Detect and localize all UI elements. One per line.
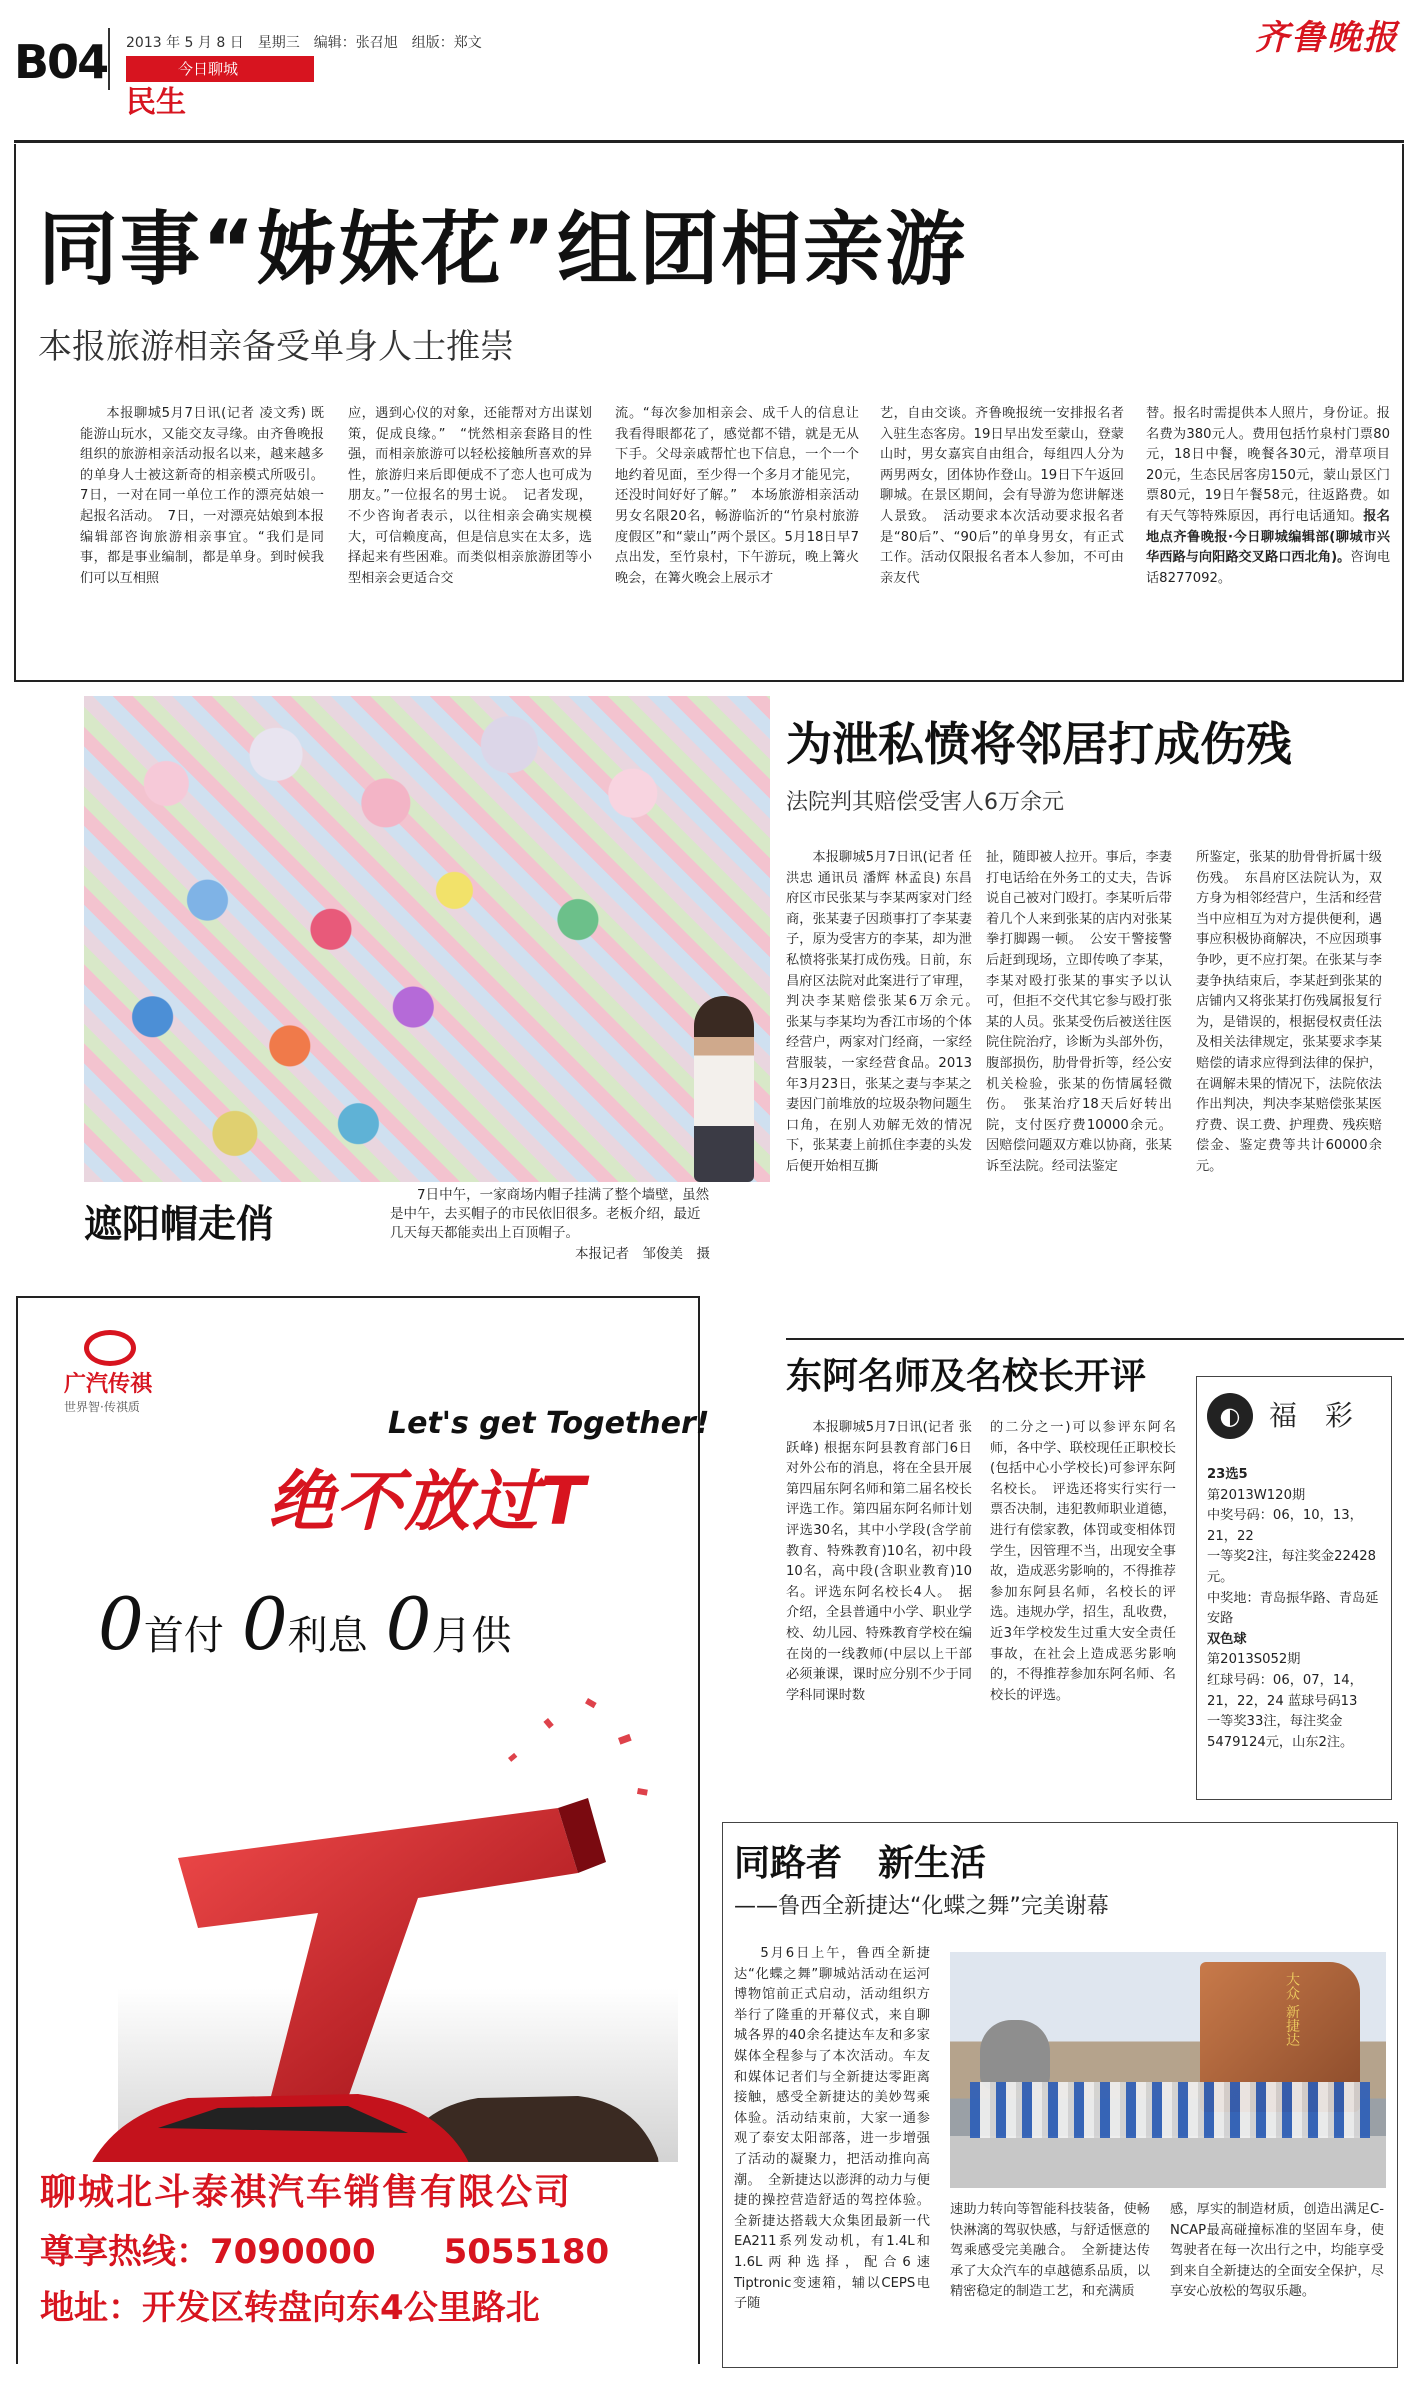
section-name: 民生 — [126, 85, 186, 120]
ad-dealer: 聊城北斗泰祺汽车销售有限公司 — [40, 2172, 573, 2213]
photo-crowd — [970, 2082, 1370, 2138]
story1-col4-text: 艺，自由交谈。齐鲁晚报统一安排报名者入驻生态客房。19日早出发至蒙山，登蒙山时，男女嘉宾自由组合，每组四人分为两男两女，团体协作登山。19日下午返回聊城。在景区期间，会有导游为您讲解迷人景致。 活动要求本次活动要求报名者是“80后”、“90后”的单身男女，有正式工作。活动仅限报名者本人参加，不可由亲友代 — [880, 406, 1124, 586]
section-tag: 今日聊城 — [126, 56, 314, 82]
masthead-rule — [14, 140, 1404, 143]
photo-credit: 本报记者 邹俊美 摄 — [575, 1246, 710, 1262]
ad-brand-cn: 广汽传祺 — [64, 1372, 153, 1397]
offer-label: 首付 — [143, 1613, 224, 1659]
story2-col3-text: 所鉴定，张某的肋骨骨折属十级伤残。 东昌府区法院认为，双方身为相邻经营户，生活和经营当中应相互为对方提供便利，遇事应积极协商解决，不应因琐事争吵，更不应打架。在张某与李妻争执结束后，李某赶到张某的店铺内又将张某打伤残属报复行为，是错误的，根据侵权责任法及相关法律规定，张某要求李某赔偿的请求应得到法律的保护，在调解未果的情况下，法院依法作出判决，判决李某赔偿张某医疗费、误工费、护理费、残疾赔偿金、鉴定费等共计60000余元。 — [1196, 850, 1382, 1174]
story1-col4 — [880, 404, 1124, 666]
ad-headline: 绝不放过T — [268, 1463, 588, 1540]
story2-col1 — [786, 848, 986, 1330]
ad-address: 地址：开发区转盘向东4公里路北 — [40, 2288, 540, 2328]
story2-headline: 为泄私愤将邻居打成伤残 — [786, 717, 1292, 771]
story1-col1-text: 本报聊城5月7日讯(记者 凌文秀) 既能游山玩水，又能交友寻缘。由齐鲁晚报组织的旅游相亲活动报名以来，越来越多的单身人士被这新奇的相亲模式所吸引。7日，一对在同一单位工作的漂亮姑娘一起报名活动。 7日，一对漂亮姑娘到本报编辑部咨询旅游相亲事宜。“我们是同事，都是事业编制，都是单身。到时候我们可以互相照 — [80, 406, 324, 586]
lottery-results — [1207, 1465, 1383, 1753]
offer-number: 0 — [385, 1582, 432, 1666]
offer-number: 0 — [98, 1582, 144, 1666]
lottery-line: 一等奖2注，每注奖金22428元。 — [1207, 1549, 1377, 1585]
story2-col2-text: 扯，随即被人拉开。事后，李妻打电话给在外务工的丈夫，告诉说自己被对门殴打。李某听后带着几个人来到张某的店内对张某拳打脚踢一顿。 公安干警接警后赶到现场，立即传唤了李某，李某对殴打张某的事实予以认可，但拒不交代其它参与殴打张某的人员。张某受伤后被送往医院住院治疗，诊断为头部外伤，腹部损伤，肋骨骨折等，经公安机关检验，张某的伤情属轻微伤。 张某治疗18天后好转出院，支付医疗费10000余元。因赔偿问题双方难以协商，张某诉至法院。经司法鉴定 — [986, 850, 1172, 1174]
lottery-line: 第2013S052期 — [1207, 1652, 1301, 1668]
photo-caption-text: 7日中午，一家商场内帽子挂满了整个墙壁，虽然是中午，去买帽子的市民依旧很多。老板介绍，最近几天每天都能卖出上百顶帽子。 — [390, 1187, 710, 1241]
story1-col3-text: 流。“每次参加相亲会、成千人的信息让我看得眼都花了，感觉都不错，就是无从下手。父母亲戚帮忙也下信息，一个一个地约着见面，至少得一个多月才能见完，还没时间好好了解。” 本场旅游相亲活动男女名限20名，畅游临沂的“竹泉村旅游度假区”和“蒙山”两个景区。5月18日早7点出发，至竹泉村，下午游玩，晚上篝火晚会，在篝火晚会上展示才 — [615, 406, 859, 586]
story4-col1 — [734, 1944, 930, 2364]
story1-col3 — [615, 404, 859, 666]
story4-col1-text: 5月6日上午，鲁西全新捷达“化蝶之舞”聊城站活动在运河博物馆前正式启动，活动组织方举行了隆重的开幕仪式，来自聊城各界的40余名捷达车友和多家媒体全程参与了本次活动。车友和媒体记者们与全新捷达零距离接触，感受全新捷达的美妙驾乘体验。活动结束前，大家一通参观了泰安太阳部落，进一步增强了活动的凝聚力，把活动推向高潮。 全新捷达以澎湃的动力与便捷的操控营造舒适的驾控体验。全新捷达搭载大众集团最新一代EA211系列发动机，有1.4L和1.6L两种选择，配合6速Tiptronic变速箱，辅以CEPS电子随 — [734, 1946, 930, 2312]
story1-col2-text: 应，遇到心仪的对象，还能帮对方出谋划策，促成良缘。” “恍然相亲套路目的性强，而相亲旅游可以轻松接触所喜欢的异性，旅游归来后即便成不了恋人也可成为朋友。”一位报名的男士说。 记者发现，不少咨询者表示，以往相亲会确实规模大，可信赖度高，但是信息实在太多，选择起来有些困难。而类似相亲旅游团等小型相亲会更适合交 — [348, 406, 592, 586]
story2-col3 — [1196, 848, 1382, 1330]
lottery-line: 第2013W120期 — [1207, 1487, 1306, 1503]
lottery-line: 23选5 — [1207, 1467, 1248, 1482]
story1-col5-tail: 咨询电话8277092。 — [1146, 550, 1391, 586]
date-line: 2013 年 5 月 8 日 星期三 编辑：张召旭 组版：郑文 — [126, 35, 482, 51]
lottery-line: 中奖号码：06，10，13，21，22 — [1207, 1508, 1363, 1544]
ad-dealer-panel — [18, 2162, 698, 2364]
story1-col5-bold: 报名地点齐鲁晚报·今日聊城编辑部(聊城市兴华西路与向阳路交叉路口西北角)。 — [1146, 508, 1390, 566]
ad-brand-slogan: 世界智·传祺质 — [64, 1400, 140, 1414]
story2-col1-text: 本报聊城5月7日讯(记者 任洪忠 通讯员 潘辉 林孟良) 东昌府区市民张某与李某两家对门经商，张某妻子因琐事打了李某妻子，原为受害方的李某，却为泄私愤将张某打成伤残。日前，东昌府区法院对此案进行了审理，判决李某赔偿张某6万余元。 张某与李某均为香江市场的个体经营户，两家对门经商，一家经营服装，一家经营食品。2013年3月23日，张某之妻与李某之妻因门前堆放的垃圾杂物问题生口角，在别人劝解无效的情况下，张某妻上前抓住李妻的头发后便开始相互撕 — [786, 850, 986, 1174]
car-ad — [16, 1296, 710, 2364]
story4-col2 — [950, 2200, 1150, 2364]
story3-col2 — [990, 1418, 1176, 1806]
lottery-line: 一等奖33注，每注奖金5479124元，山东2注。 — [1207, 1714, 1354, 1750]
masthead-divider — [108, 28, 110, 90]
story4-col2-text: 速助力转向等智能科技装备，使畅快淋漓的驾驭快感，与舒适惬意的驾乘感受完美融合。 全新捷达传承了大众汽车的卓越德系品质，以精密稳定的制造工艺，和充满质 — [950, 2202, 1150, 2300]
brand-logo-icon — [84, 1330, 136, 1366]
offer-label: 月供 — [431, 1613, 512, 1659]
story1-rule — [14, 680, 1404, 682]
lottery-logo-icon: ◐ — [1207, 1393, 1253, 1439]
ad-slogan-en: Let's get Together! — [388, 1406, 710, 1441]
story1-col1 — [80, 404, 324, 666]
lottery-line: 双色球 — [1207, 1631, 1247, 1647]
story1-col5-para — [1146, 404, 1390, 589]
story3-col1-text: 本报聊城5月7日讯(记者 张跃峰) 根据东阿县教育部门6日对外公布的消息，将在全县开展第四届东阿名师和第二届名校长评选工作。第四届东阿名师计划评选30名，其中小学段(含学前教育、特殊教育)10名，初中段10名，高中段(含职业教育)10名。评选东阿名校长4人。 据介绍，全县普通中小学、职业学校、幼儿园、特殊教育学校在编在岗的一线教师(中层以上干部必须兼课，课时应分别不少于同学科同课时数 — [786, 1420, 972, 1703]
offer-number: 0 — [241, 1582, 288, 1666]
photo-elephant — [980, 2020, 1050, 2090]
story1-col5-text: 替。报名时需提供本人照片，身份证。报名费为380元人。费用包括竹泉村门票80元，18日中餐，晚餐各30元，滑草项目20元，生态民居客房150元，蒙山景区门票80元，19日午餐58元，往返路费。如有天气等特殊原因，再行电话通知。 — [1146, 406, 1390, 524]
story1-col5 — [1146, 404, 1390, 666]
story4-col3-text: 感，厚实的制造材质，创造出满足C-NCAP最高碰撞标准的坚固车身，使驾驶者在每一次出行之中，均能享受到来自全新捷达的全面安全保护，尽享安心放松的驾驭乐趣。 — [1170, 2202, 1384, 2300]
lottery-line: 红球号码：06，07，14，21，22，24 蓝球号码13 — [1207, 1672, 1363, 1709]
lottery-box — [1196, 1376, 1392, 1800]
story3-headline: 东阿名师及名校长开评 — [786, 1356, 1147, 1397]
jetta-event-photo — [950, 1952, 1386, 2188]
hats-photo — [84, 696, 770, 1182]
story1-col2 — [348, 404, 592, 666]
story4-headline: 同路者 新生活 — [734, 1843, 987, 1884]
page-code: B04 — [14, 35, 108, 89]
lottery-brand: 福 彩 — [1269, 1399, 1354, 1432]
story2-rule — [786, 1338, 1404, 1340]
masthead — [0, 0, 1417, 140]
story1-subhead: 本报旅游相亲备受单身人士推崇 — [38, 327, 514, 367]
photo-banner: 大众 新捷达 — [1284, 1972, 1300, 2047]
lottery-line: 中奖地：青岛振华路、青岛延安路 — [1207, 1590, 1379, 1627]
hats-photo-shopper — [694, 996, 754, 1182]
offer-label: 利息 — [287, 1613, 368, 1659]
story1-headline: 同事“姊妹花”组团相亲游 — [38, 203, 968, 296]
newspaper-logo: 齐鲁晚报 — [1255, 18, 1399, 58]
story2-subhead: 法院判其赔偿受害人6万余元 — [786, 790, 1064, 815]
story2-col2 — [986, 848, 1172, 1330]
ad-hotline: 尊享热线：7090000 5055180 — [40, 2232, 610, 2272]
story4-col3 — [1170, 2200, 1384, 2364]
right-edge-rule — [1402, 144, 1404, 680]
story3-col2-text: 的二分之一)可以参评东阿名师，各中学、联校现任正职校长(包括中心小学校长)可参评东阿名校长。 评选还将实行实行一票否决制，违犯教师职业道德，进行有偿家教，体罚或变相体罚学生，因管理不当，出现安全事故，造成恶劣影响的，不得推荐参加东阿县名师，名校长的评选。违规办学，招生，乱收费，近3年学校发生过重大安全责任事故，在社会上造成恶劣影响的，不得推荐参加东阿名师、名校长的评选。 — [990, 1420, 1176, 1703]
photo-caption — [390, 1186, 710, 1264]
photo-story-title: 遮阳帽走俏 — [84, 1202, 275, 1246]
story4-subhead: ——鲁西全新捷达“化蝶之舞”完美谢幕 — [734, 1894, 1109, 1919]
story3-col1 — [786, 1418, 972, 1806]
left-edge-rule — [14, 144, 16, 680]
